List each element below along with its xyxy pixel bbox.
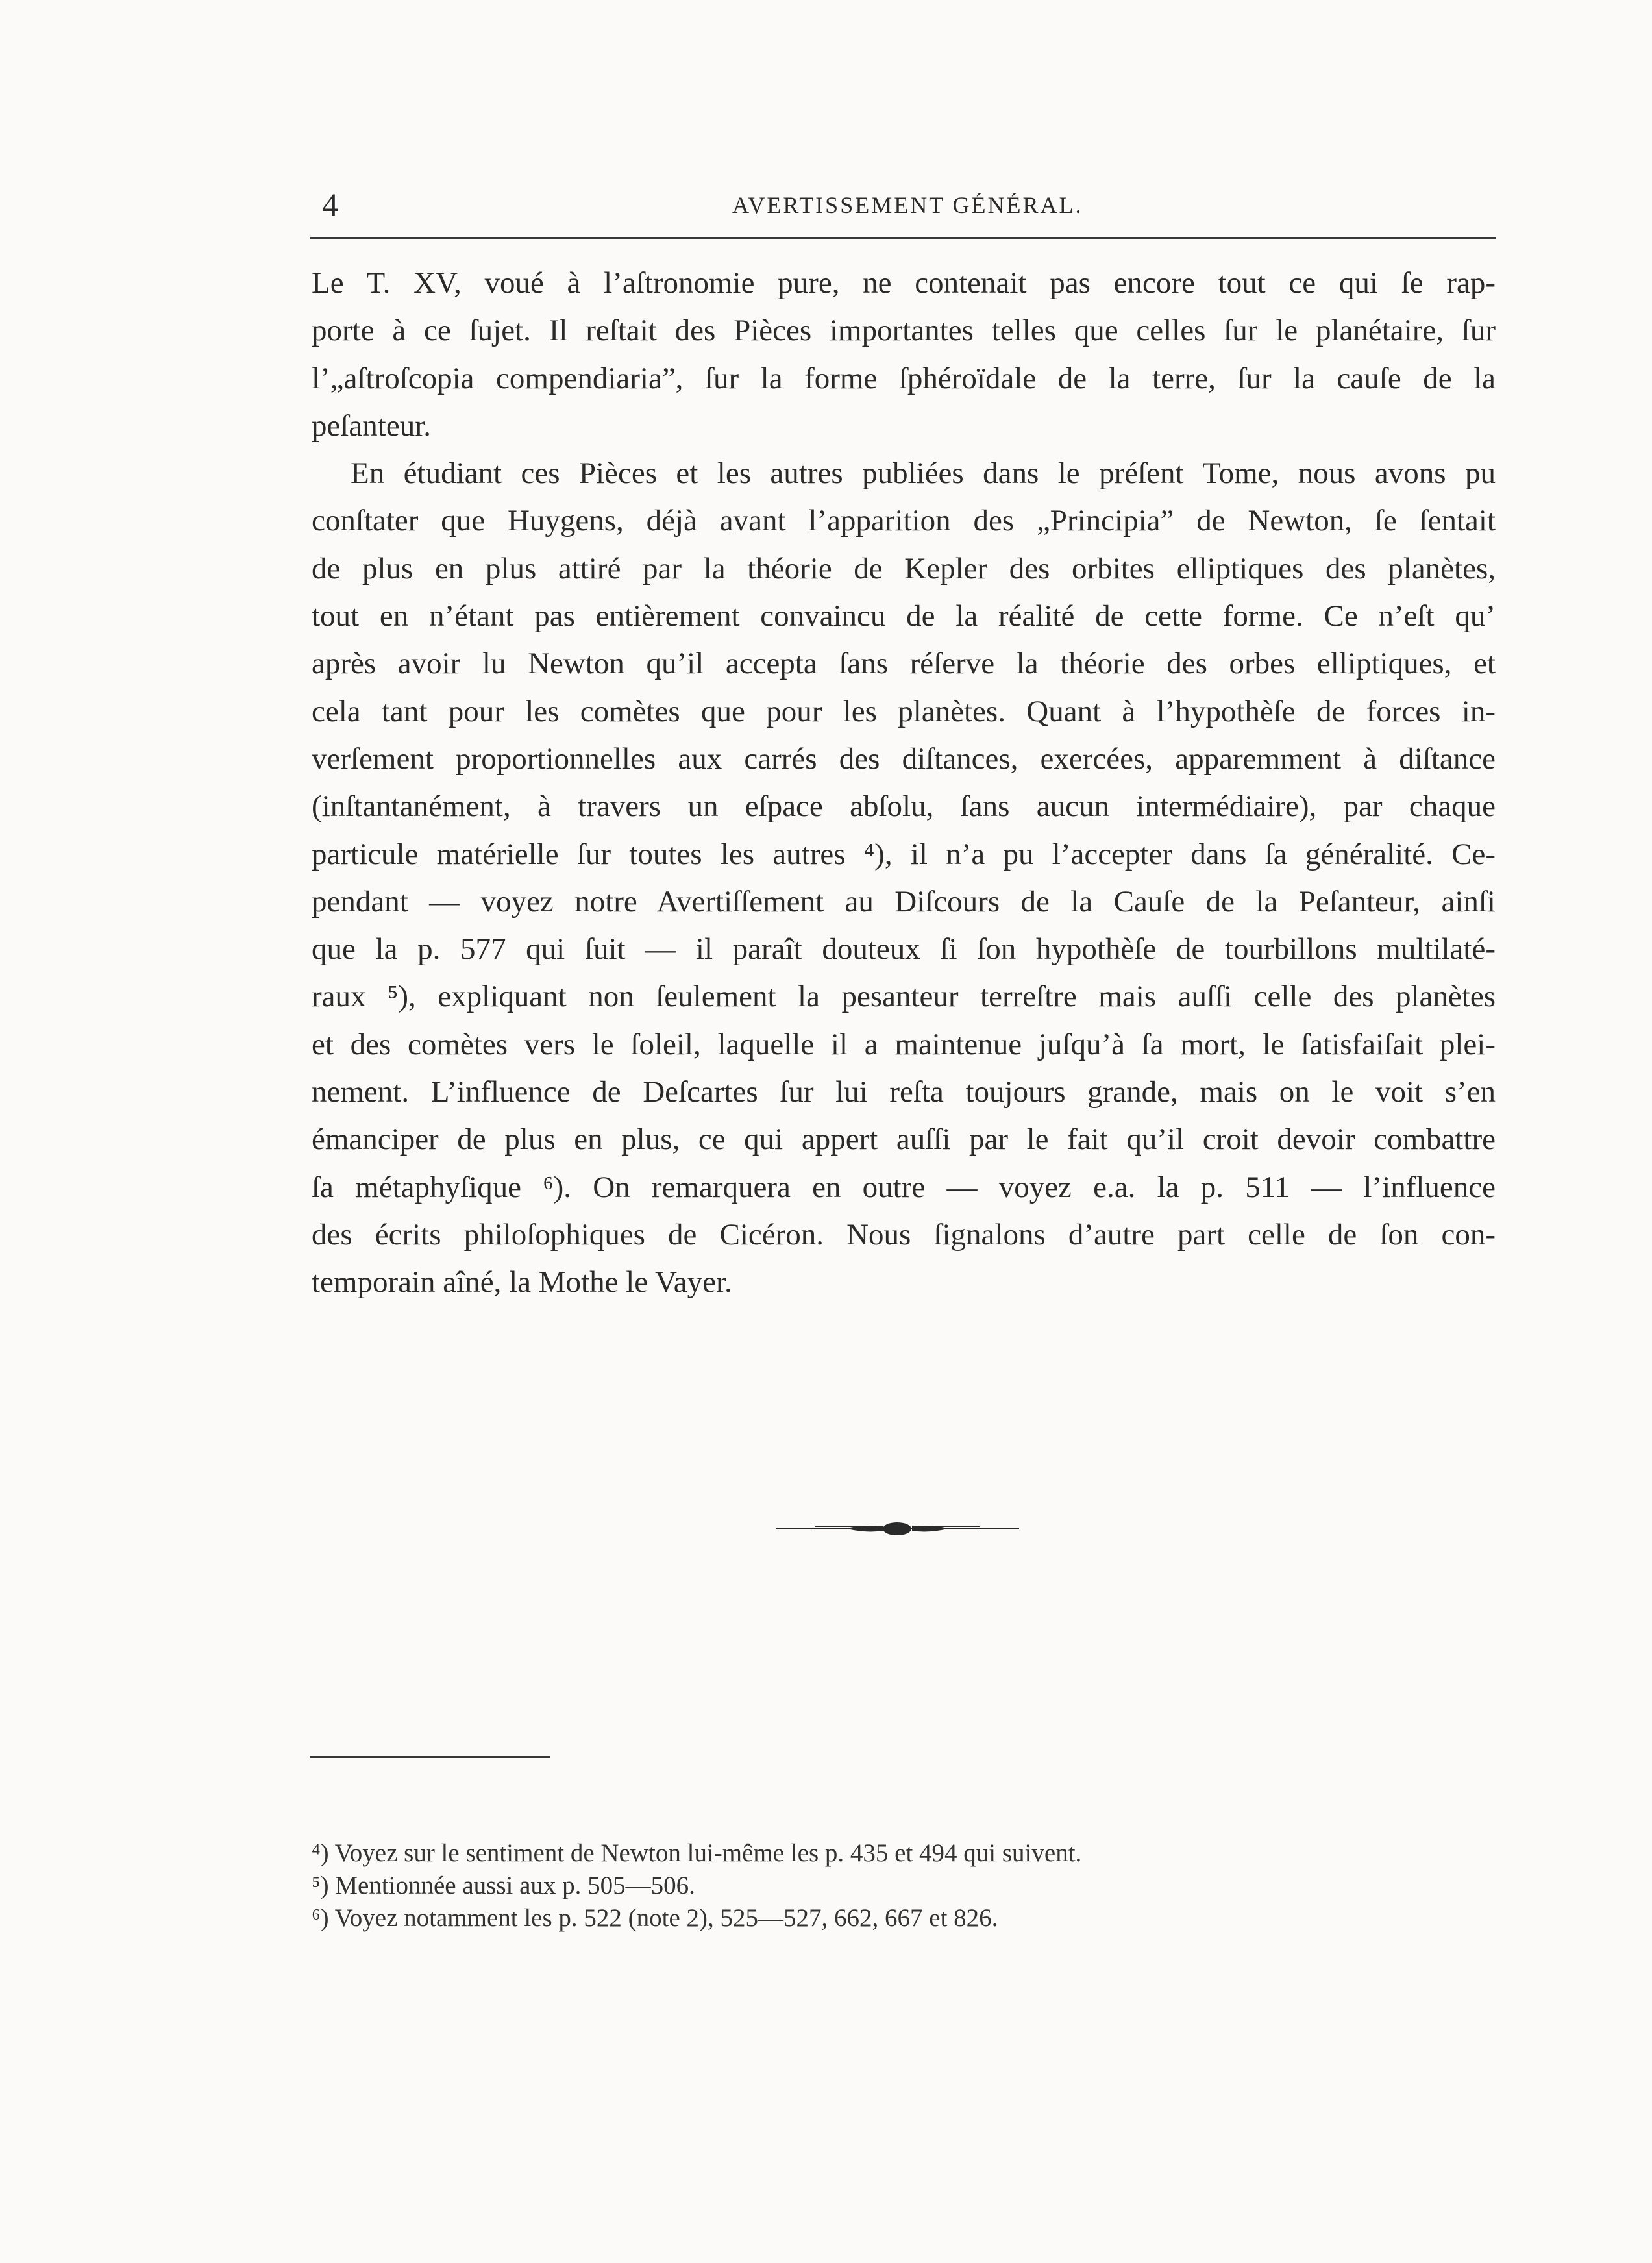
text-line: particule matérielle ſur toutes les autres ⁴), il n’a pu l’accepter dans ſa généralité. Ce- <box>312 837 1496 871</box>
text-line: pendant — voyez notre Avertiſſement au Diſcours de la Cauſe de la Peſanteur, ainſi <box>312 884 1496 919</box>
text-line: temporain aîné, la Mothe le Vayer. <box>312 1265 732 1300</box>
text-line: que la p. 577 qui ſuit — il paraît douteux ſi ſon hypothèſe de tourbillons multilaté- <box>312 932 1496 967</box>
text-line: conſtater que Huygens, déjà avant l’apparition des „Principia” de Newton, ſe ſentait <box>312 504 1496 538</box>
text-line: verſement proportionnelles aux carrés des diſtances, exercées, apparemment à diſtance <box>312 741 1496 776</box>
text-line: après avoir lu Newton qu’il accepta ſans réſerve la théorie des orbes elliptiques, et <box>312 647 1496 681</box>
page-header <box>310 187 1496 222</box>
footnote: ⁴) Voyez sur le sentiment de Newton lui-même les p. 435 et 494 qui suivent. <box>312 1839 1082 1867</box>
footnotes <box>312 1837 1415 1935</box>
text-line: (inſtantanément, à travers un eſpace abſolu, ſans aucun intermédiaire), par chaque <box>312 789 1496 824</box>
running-title: AVERTISSEMENT GÉNÉRAL. <box>732 192 1083 218</box>
text-line: des écrits philoſophiques de Cicéron. Nous ſignalons d’autre part celle de ſon con- <box>312 1217 1496 1252</box>
text-line: ſa métaphyſique ⁶). On remarquera en outre — voyez e.a. la p. 511 — l’influence <box>312 1170 1496 1204</box>
text-line: peſanteur. <box>312 408 432 443</box>
text-line: Le T. XV, voué à l’aſtronomie pure, ne contenait pas encore tout ce qui ſe rap- <box>312 266 1496 300</box>
text-line: l’„aſtroſcopia compendiaria”, ſur la forme ſphéroïdale de la terre, ſur la cauſe de la <box>312 361 1496 395</box>
header-rule <box>310 237 1496 239</box>
text-line: En étudiant ces Pièces et les autres publiées dans le préſent Tome, nous avons pu <box>351 456 1496 491</box>
footnote: ⁵) Mentionnée aussi aux p. 505—506. <box>312 1872 695 1899</box>
text-line: porte à ce ſujet. Il reſtait des Pièces importantes telles que celles ſur le planétaire, ſur <box>312 314 1496 348</box>
ornament-divider <box>776 1519 1019 1539</box>
text-line: nement. L’influence de Deſcartes ſur lui reſta toujours grande, mais on le voit s’en <box>312 1075 1496 1109</box>
text-line: émanciper de plus en plus, ce qui appert auſſi par le fait qu’il croit devoir combattre <box>312 1122 1496 1157</box>
text-line: raux ⁵), expliquant non ſeulement la pesanteur terreſtre mais auſſi celle des planètes <box>312 980 1496 1014</box>
page-number: 4 <box>322 186 338 223</box>
text-line: cela tant pour les comètes que pour les planètes. Quant à l’hypothèſe de forces in- <box>312 694 1496 728</box>
text-line: de plus en plus attiré par la théorie de Kepler des orbites elliptiques des planètes, <box>312 551 1496 586</box>
text-line: tout en n’étant pas entièrement convaincu de la réalité de cette forme. Ce n’eſt qu’ <box>312 599 1496 634</box>
footnote-rule <box>310 1756 550 1758</box>
body-text <box>312 260 1496 1307</box>
footnote: ⁶) Voyez notamment les p. 522 (note 2), 525—527, 662, 667 et 826. <box>312 1904 998 1932</box>
text-line: et des comètes vers le ſoleil, laquelle il a maintenue juſqu’à ſa mort, le ſatisfaiſait plei- <box>312 1027 1496 1061</box>
